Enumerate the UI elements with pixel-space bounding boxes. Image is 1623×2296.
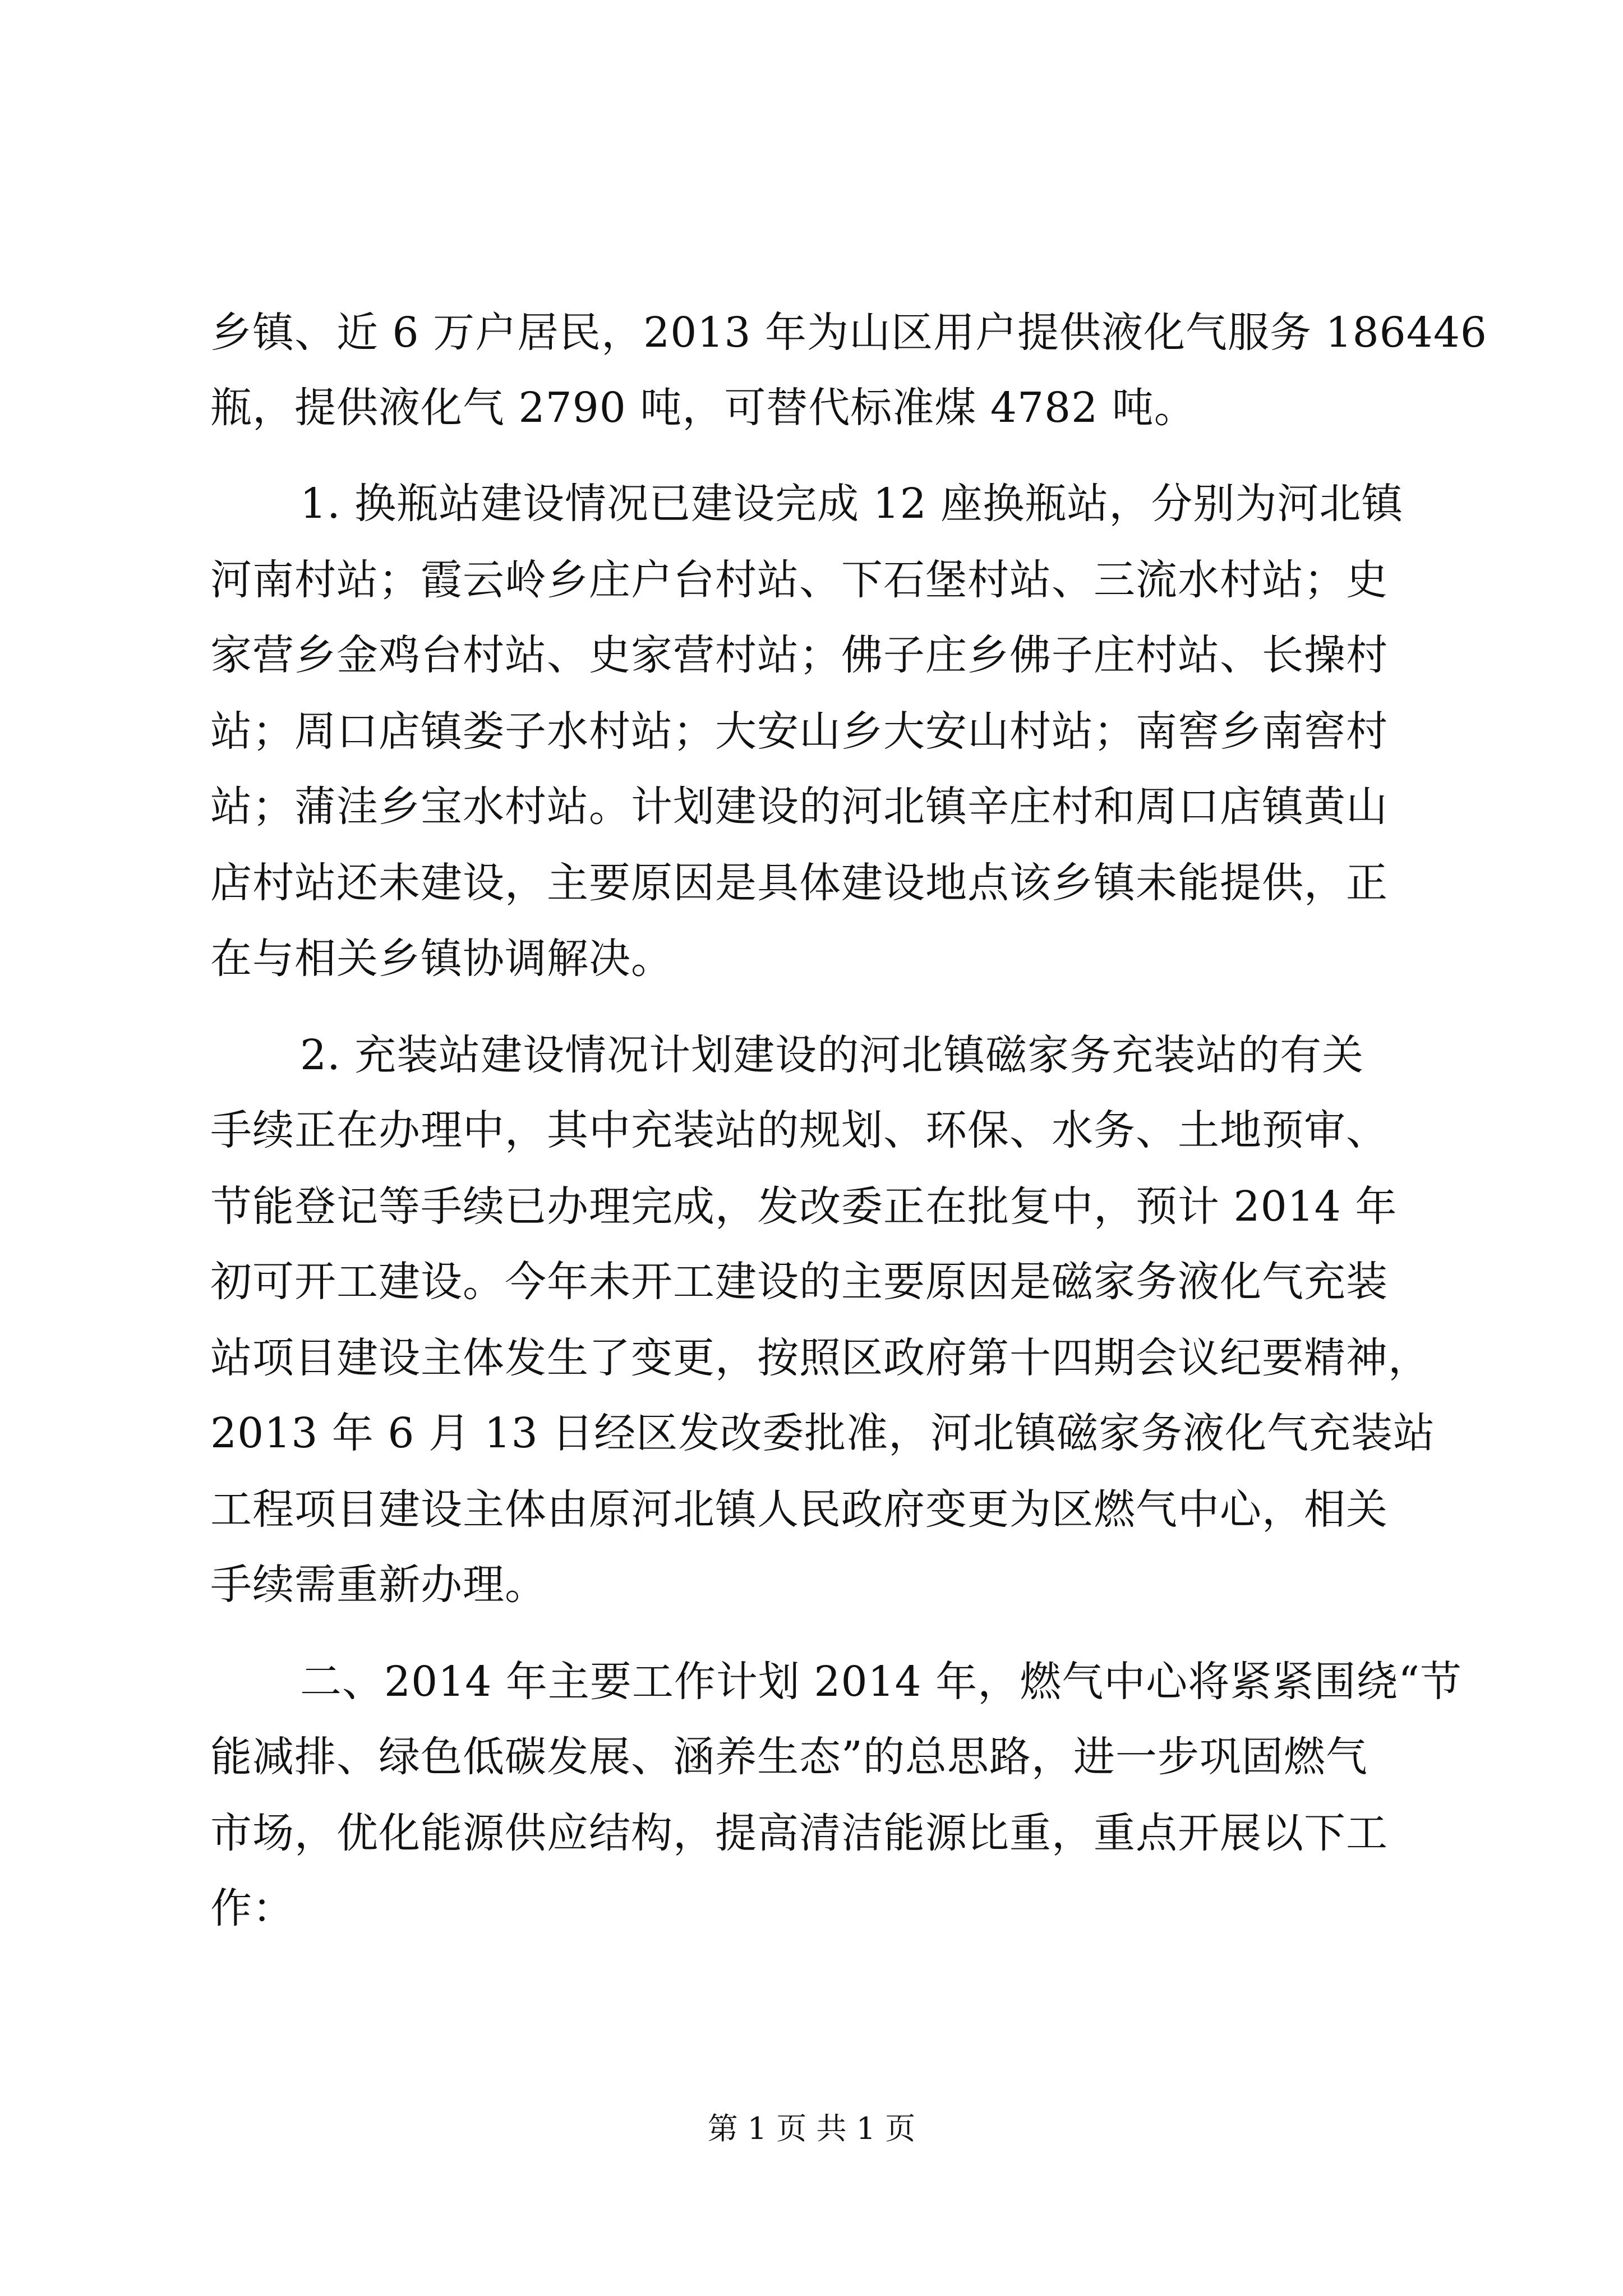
text-line: 站项目建设主体发生了变更，按照区政府第十四期会议纪要精神， [210, 1334, 1430, 1382]
text-line: 能减排、绿色低碳发展、涵养生态”的总思路，进一步巩固燃气 [210, 1733, 1368, 1781]
page-number-footer: 第 1 页 共 1 页 [707, 2111, 916, 2146]
text-line: 节能登记等手续已办理完成，发改委正在批复中，预计 2014 年 [210, 1182, 1398, 1231]
text-line: 站；蒲洼乡宝水村站。计划建设的河北镇辛庄村和周口店镇黄山 [210, 783, 1388, 831]
text-line: 初可开工建设。今年未开工建设的主要原因是磁家务液化气充装 [210, 1258, 1388, 1306]
text-line: 在与相关乡镇协调解决。 [210, 935, 673, 983]
paragraph-first-line: 1. 换瓶站建设情况已建设完成 12 座换瓶站，分别为河北镇 [300, 480, 1404, 528]
text-line: 家营乡金鸡台村站、史家营村站；佛子庄乡佛子庄村站、长操村 [210, 631, 1388, 679]
text-line: 2013 年 6 月 13 日经区发改委批准，河北镇磁家务液化气充装站 [210, 1409, 1436, 1457]
text-line: 手续正在办理中，其中充装站的规划、环保、水务、土地预审、 [210, 1106, 1388, 1154]
text-line: 作： [210, 1884, 294, 1932]
text-line: 手续需重新办理。 [210, 1561, 547, 1609]
paragraph-first-line: 2. 充装站建设情况计划建设的河北镇磁家务充装站的有关 [300, 1031, 1364, 1079]
text-line: 工程项目建设主体由原河北镇人民政府变更为区燃气中心，相关 [210, 1485, 1388, 1534]
paragraph-first-line: 二、2014 年主要工作计划 2014 年，燃气中心将紧紧围绕“节 [300, 1658, 1463, 1706]
text-line: 河南村站；霞云岭乡庄户台村站、下石堡村站、三流水村站；史 [210, 556, 1388, 604]
text-line: 店村站还未建设，主要原因是具体建设地点该乡镇未能提供，正 [210, 859, 1388, 907]
text-line: 乡镇、近 6 万户居民，2013 年为山区用户提供液化气服务 186446 [210, 309, 1487, 357]
text-line: 市场，优化能源供应结构，提高清洁能源比重，重点开展以下工 [210, 1809, 1388, 1857]
text-line: 站；周口店镇娄子水村站；大安山乡大安山村站；南窖乡南窖村 [210, 707, 1388, 756]
text-line: 瓶，提供液化气 2790 吨，可替代标准煤 4782 吨。 [210, 384, 1196, 432]
